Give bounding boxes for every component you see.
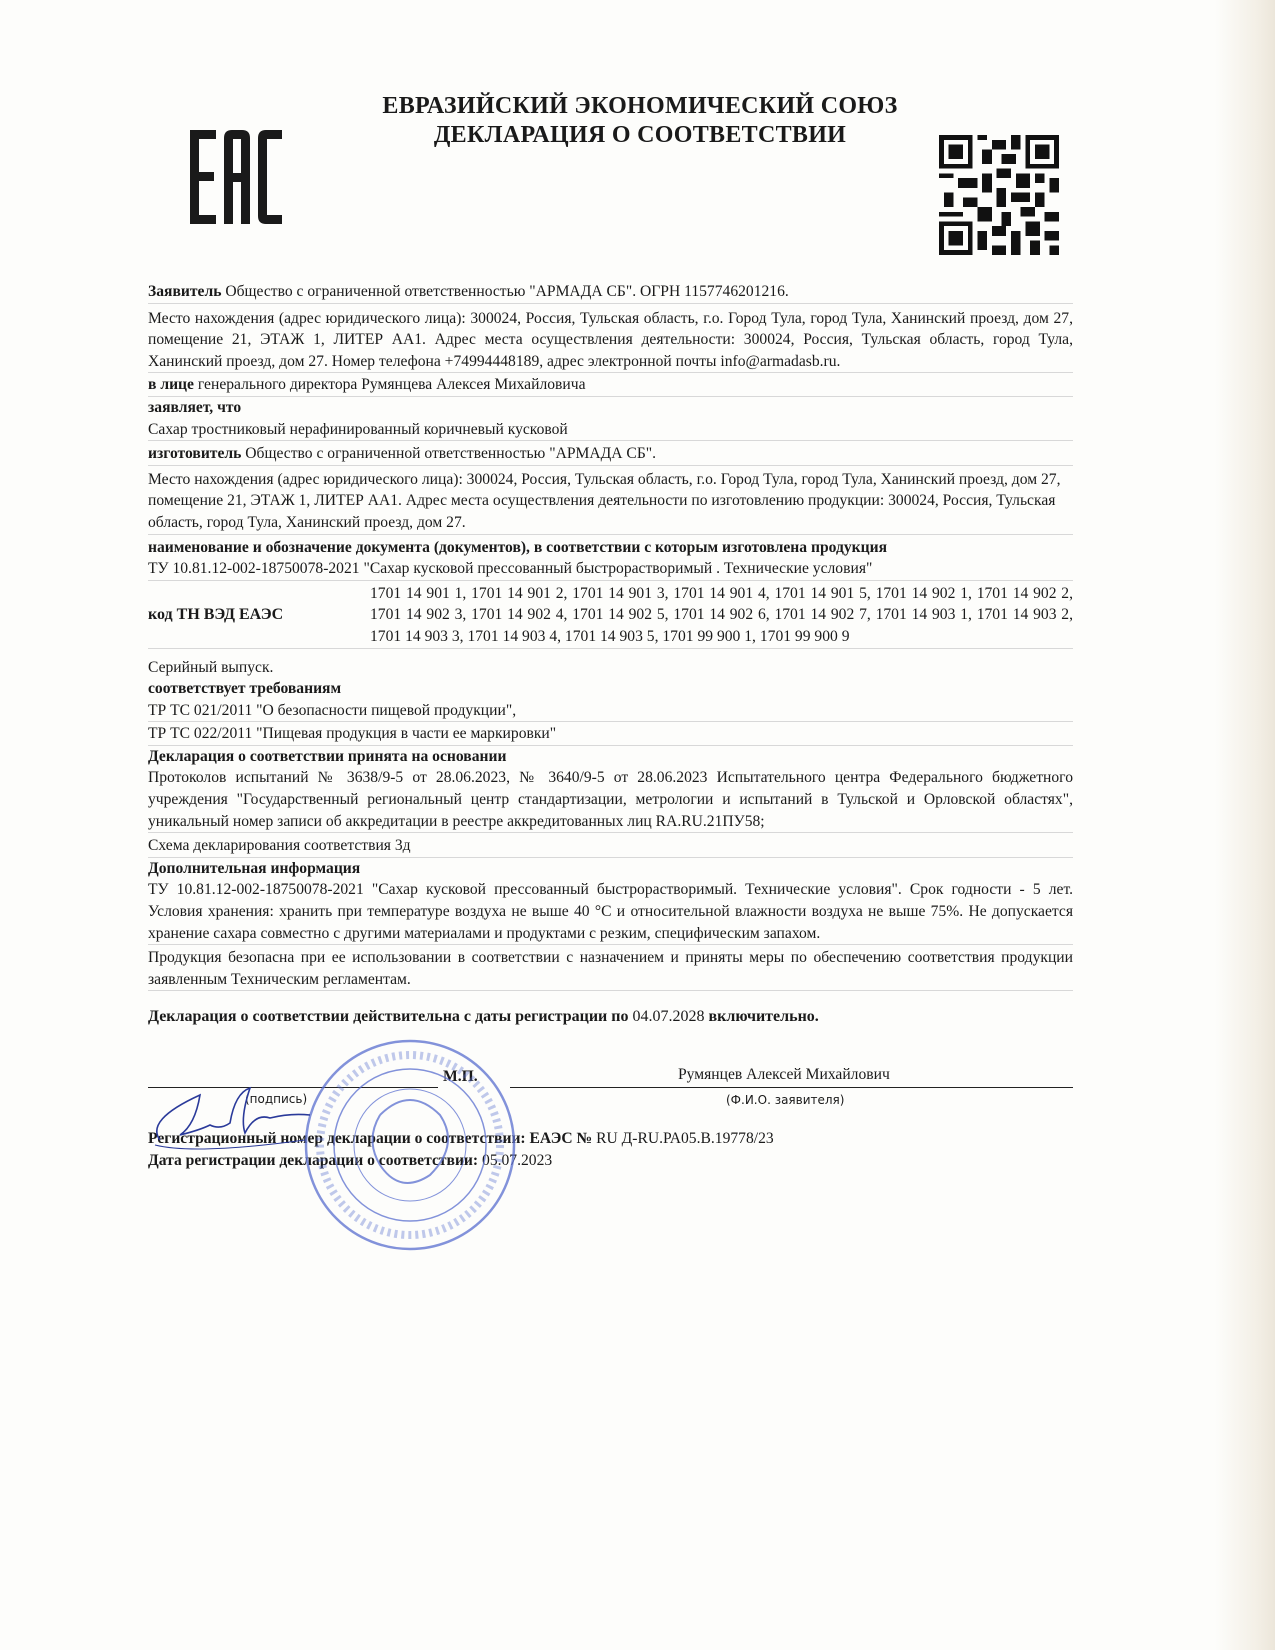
validity-prefix: Декларация о соответствии действительна с даты регистрации по xyxy=(148,1008,633,1026)
serial-release: Серийный выпуск. xyxy=(148,658,274,676)
requirements-label: соответствует требованиям xyxy=(148,680,342,698)
represented-label: в лице xyxy=(148,376,194,394)
applicant-row xyxy=(148,281,1073,304)
eac-logo xyxy=(190,130,286,224)
registration-date-label: Дата регистрации декларации о соответствии: xyxy=(148,1152,483,1169)
codes-label: код ТН ВЭД ЕАЭС xyxy=(148,606,284,624)
manufacturer-label: изготовитель xyxy=(148,445,242,463)
applicant-text: Общество с ограниченной ответственностью "АРМАДА СБ". ОГРН 1157746201216. xyxy=(221,283,789,300)
manufacturer-address: Место нахождения (адрес юридического лица): 300024, Россия, Тульская область, г.о. Город Тула, город Тула, Ханинский проезд, дом 27, помещение 21, ЭТАЖ 1, ЛИТЕР АА1. Адрес места осуществления деятельности по изготовлению продукции: 300024, Россия, Тульская область, город Тула, Ханинский проезд, дом 27. xyxy=(148,469,1073,535)
basis-text: Протоколов испытаний № 3638/9-5 от 28.06.2023, № 3640/9-5 от 28.06.2023 Испытательного центра Федерального бюджетного учреждения "Государственный региональный центр стандартизации, метрологии и испытаний в Тульской и Орловской областях", уникальный номер записи об аккредитации в реестре аккредитованных лиц RA.RU.21ПУ58; xyxy=(148,767,1073,833)
scheme-text: Схема декларирования соответствия 3д xyxy=(148,835,1073,858)
registration-number: RU Д-RU.РА05.В.19778/23 xyxy=(596,1130,774,1147)
registration-number-row xyxy=(148,1128,1073,1150)
registration-block xyxy=(148,1128,1073,1172)
product-name: Сахар тростниковый нерафинированный коричневый кусковой xyxy=(148,419,1073,442)
name-line xyxy=(510,1087,1073,1088)
registration-date-row xyxy=(148,1150,1073,1172)
name-caption: (Ф.И.О. заявителя) xyxy=(726,1093,845,1107)
represented-text: генерального директора Румянцева Алексея Михайловича xyxy=(193,376,586,394)
validity-date: 04.07.2028 xyxy=(632,1008,705,1026)
additional-label: Дополнительная информация xyxy=(148,859,361,877)
signature-line xyxy=(148,1087,438,1088)
declares-label: заявляет, что xyxy=(148,398,242,416)
represented-row xyxy=(148,374,1073,397)
declaration-body xyxy=(148,281,1073,1172)
validity-suffix: включительно. xyxy=(704,1008,819,1026)
additional-text: ТУ 10.81.12-002-18750078-2021 "Сахар кусковой прессованный быстрорастворимый. Технические условия". Срок годности - 5 лет. Условия хранения: хранить при температуре воздуха не выше 40 °С и относительной влажности воздуха не выше 75%. Не допускается хранение сахара совместно с другими материалами и продуктами с резким, специфическим запахом. xyxy=(148,879,1073,945)
qr-code-icon xyxy=(938,135,1060,255)
registration-number-label: Регистрационный номер декларации о соответствии: ЕАЭС № xyxy=(148,1130,597,1147)
validity-row xyxy=(148,1006,1073,1028)
manufacturer-text: Общество с ограниченной ответственностью "АРМАДА СБ". xyxy=(241,445,657,463)
applicant-label: Заявитель xyxy=(148,283,222,300)
codes-value: 1701 14 901 1, 1701 14 901 2, 1701 14 901 3, 1701 14 901 4, 1701 14 901 5, 1701 14 902 1, 1701 14 902 2, 1701 14 902 3, 1701 14 902 4, 1701 14 902 5, 1701 14 902 6, 1701 14 902 7, 1701 14 903 1, 1701 14 903 2, 1701 14 903 3, 1701 14 903 4, 1701 14 903 5, 1701 99 900 1, 1701 99 900 9 xyxy=(370,584,1073,645)
tn-ved-codes xyxy=(148,583,1073,649)
requirement-item: ТР ТС 021/2011 "О безопасности пищевой продукции", xyxy=(148,700,1073,723)
signature-block xyxy=(148,1058,1073,1118)
document-text: ТУ 10.81.12-002-18750078-2021 "Сахар кусковой прессованный быстрорастворимый . Технические условия" xyxy=(148,558,1073,581)
manufacturer-row xyxy=(148,443,1073,466)
signature-caption: (подпись) xyxy=(245,1092,308,1106)
union-title: ЕВРАЗИЙСКИЙ ЭКОНОМИЧЕСКИЙ СОЮЗ xyxy=(382,93,898,119)
safety-text: Продукция безопасна при ее использовании в соответствии с назначением и приняты меры по обеспечению соответствия продукции заявленным Техническим регламентам. xyxy=(148,947,1073,991)
scan-edge xyxy=(1215,0,1275,1650)
registration-date: 05.07.2023 xyxy=(482,1152,553,1169)
applicant-address: Место нахождения (адрес юридического лица): 300024, Россия, Тульская область, г.о. Город Тула, город Тула, Ханинский проезд, дом 27, помещение 21, ЭТАЖ 1, ЛИТЕР АА1. Адрес места осуществления деятельности: 300024, Россия, Тульская область, город Тула, Ханинский проезд, дом 27. Номер телефона +74994448189, адрес электронной почты info@armadasb.ru. xyxy=(148,308,1073,374)
seal-place-label: М.П. xyxy=(443,1068,478,1085)
requirement-item: ТР ТС 022/2011 "Пищевая продукция в части ее маркировки" xyxy=(148,723,1073,746)
document-label: наименование и обозначение документа (документов), в соответствии с которым изготовлена продукция xyxy=(148,538,888,556)
declaration-title: ДЕКЛАРАЦИЯ О СООТВЕТСТВИИ xyxy=(433,122,847,148)
basis-label: Декларация о соответствии принята на основании xyxy=(148,747,507,765)
applicant-name: Румянцев Алексей Михайлович xyxy=(678,1066,890,1083)
